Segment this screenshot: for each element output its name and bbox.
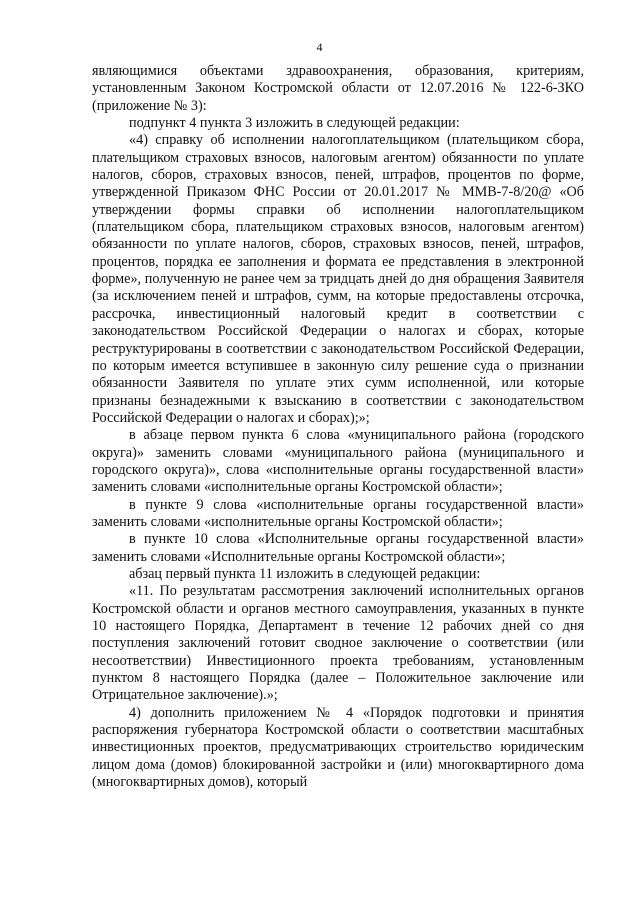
paragraph-subpoint-4-heading: подпункт 4 пункта 3 изложить в следующей редакции:	[129, 115, 460, 132]
paragraph-criteria-continuation: являющимися объектами здравоохранения, образования, критериям, установленным Законом Костромской области от 12.07.2016 № 122-6-ЗКО (приложение № 3):	[92, 63, 584, 114]
page-number: 4	[316, 40, 323, 54]
paragraph-appendix-4: 4) дополнить приложением № 4 «Порядок подготовки и принятия распоряжения губернатора Костромской области о соответствии масштабных инвестиционных проектов, предусматривающих строительство юридическим лицом дома (домов) блокированной застройки и (или) многоквартирного дома (многоквартирных домов), который	[92, 704, 584, 791]
paragraph-point-11-heading: абзац первый пункта 11 изложить в следующей редакции:	[129, 565, 481, 582]
paragraph-point-6-amendment: в абзаце первом пункта 6 слова «муниципального района (городского округа)» заменить словами «муниципального района (муниципального и городского округа)», слова «исполнительные органы государственной власти» заменить словами «исполнительные органы Костромской области»;	[92, 427, 584, 496]
paragraph-point-11-text: «11. По результатам рассмотрения заключений исполнительных органов Костромской области и органов местного самоуправления, указанных в пункте 10 настоящего Порядка, Департамент в течение 12 рабочих дней со дня поступления заключений готовит сводное заключение о соответствии (или несоответствии) Инвестиционного проекта требованиям, установленным пунктом 8 настоящего Порядка (далее – Положительное заключение или Отрицательное заключение).»;	[92, 583, 584, 704]
paragraph-point-9-amendment: в пункте 9 слова «исполнительные органы государственной власти» заменить словами «исполнительные органы Костромской области»;	[92, 496, 584, 530]
paragraph-tax-certificate: «4) справку об исполнении налогоплательщиком (плательщиком сбора, плательщиком страховых взносов, налоговым агентом) обязанности по уплате налогов, сборов, страховых взносов, пеней, штрафов, процентов по форме, утвержденной Приказом ФНС России от 20.01.2017 № ММВ-7-8/20@ «Об утверждении формы справки об исполнении налогоплательщиком (плательщиком сбора, плательщиком страховых взносов, налоговым агентом) обязанности по уплате налогов, сборов, страховых взносов, пеней, штрафов, процентов, порядка ее заполнения и формата ее представления в электронной форме», полученную не ранее чем за тридцать дней до дня обращения Заявителя (за исключением пеней и штрафов, сумм, на которые предоставлены отсрочка, рассрочка, инвестиционный налоговый кредит в соответствии с законодательством Российской Федерации о налогах и сборах, которые реструктурированы в соответствии с законодательством Российской Федерации, по которым имеется вступившее в законную силу решение суда о признании обязанности Заявителя по уплате этих сумм исполненной, или которые признаны безнадежными к взысканию в соответствии с законодательством Российской Федерации о налогах и сборах);»;	[92, 132, 584, 426]
paragraph-point-10-amendment: в пункте 10 слова «Исполнительные органы государственной власти» заменить словами «Исполнительные органы Костромской области»;	[92, 531, 584, 565]
document-body	[92, 63, 584, 791]
